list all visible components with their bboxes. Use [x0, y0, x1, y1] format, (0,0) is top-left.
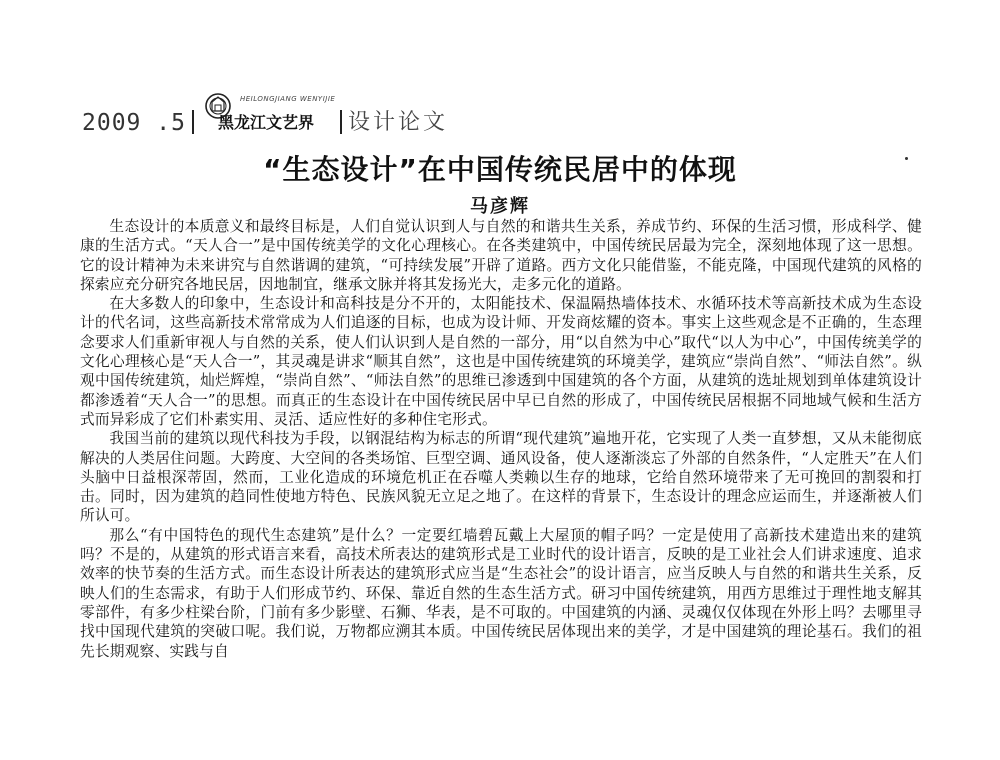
- paragraph: 在大多数人的印象中，生态设计和高科技是分不开的，太阳能技术、保温隔热墙体技术、水循环技术等高新技术成为生态设计的代名词，这些高新技术常常成为人们追逐的目标，也成为设计师、开发商炫耀的资本。事实上这些观念是不正确的，生态理念要求人们重新审视人与自然的关系，使人们认识到人是自然的一部分，用“以自然为中心”取代“以人为中心”，中国传统美学的文化心理核心是“天人合一”，其灵魂是讲求“顺其自然”，这也是中国传统建筑的环境美学，建筑应“崇尚自然”、“师法自然”。纵观中国传统建筑，灿烂辉煌，“崇尚自然”、“师法自然”的思维已渗透到中国建筑的各个方面，从建筑的选址规划到单体建筑设计都渗透着“天人合一”的思想。而真正的生态设计在中国传统民居中早已自然的形成了，中国传统民居根据不同地域气候和生活方式而异彩成了它们朴素实用、灵活、适应性好的多种住宅形式。: [80, 295, 922, 428]
- issue-number: 2009 .5: [82, 110, 186, 136]
- paragraph: 生态设计的本质意义和最终目标是，人们自觉认识到人与自然的和谐共生关系，养成节约、环保的生活习惯，形成科学、健康的生活方式。“天人合一”是中国传统美学的文化心理核心。在各类建筑中，中国传统民居最为完全，深刻地体现了这一思想。它的设计精神为未来讲究与自然谐调的建筑，“可持续发展”开辟了道路。西方文化只能借鉴，不能克隆，中国现代建筑的风格的探索应充分研究各地民居，因地制宜，继承文脉并将其发扬光大，走多元化的道路。: [80, 218, 922, 293]
- paragraph: 我国当前的建筑以现代科技为手段，以钢混结构为标志的所谓“现代建筑”遍地开花，它实现了人类一直梦想，又从未能彻底解决的人类居住问题。大跨度、大空间的各类场馆、巨型空调、通风设备，使人逐渐淡忘了外部的自然条件，“人定胜天”在人们头脑中日益根深蒂固，然而，工业化造成的环境危机正在吞噬人类赖以生存的地球，它给自然环境带来了无可挽回的割裂和打击。同时，因为建筑的趋同性使地方特色、民族风貌无立足之地了。在这样的背景下，生态设计的理念应运而生，并逐渐被人们所认可。: [80, 430, 922, 525]
- article-body: [80, 217, 922, 661]
- article-author: 马彦辉: [470, 196, 530, 217]
- journal-name-english: HEILONGJIANG WENYIJIE: [239, 95, 336, 103]
- journal-header: [82, 90, 448, 136]
- journal-name-chinese: 黑龙江文艺界: [217, 113, 314, 132]
- article-title: “生态设计”在中国传统民居中的体现: [263, 153, 737, 186]
- paragraph: 那么“有中国特色的现代生态建筑”是什么？一定要红墙碧瓦戴上大屋顶的帽子吗？一定是使用了高新技术建造出来的建筑吗？不是的，从建筑的形式语言来看，高技术所表达的建筑形式是工业时代的设计语言，反映的是工业社会人们讲求速度、追求效率的快节奏的生活方式。而生态设计所表达的建筑形式应当是“生态社会”的设计语言，应当反映人与自然的和谐共生关系，反映人们的生态需求，有助于人们形成节约、环保、靠近自然的生态生活方式。研习中国传统建筑，用西方思维过于理性地支解其零部件，有多少柱梁台阶，门前有多少影壁、石狮、华表，是不可取的。中国建筑的内涵、灵魂仅仅体现在外形上吗？去哪里寻找中国现代建筑的突破口呢。我们说，万物都应溯其本质。中国传统民居体现出来的美学，才是中国建筑的理论基石。我们的祖先长期观察、实践与自: [80, 526, 922, 660]
- journal-logo: [200, 92, 334, 136]
- section-label: 设计论文: [347, 110, 448, 135]
- header-divider-2: [340, 110, 342, 134]
- header-divider: [192, 110, 194, 134]
